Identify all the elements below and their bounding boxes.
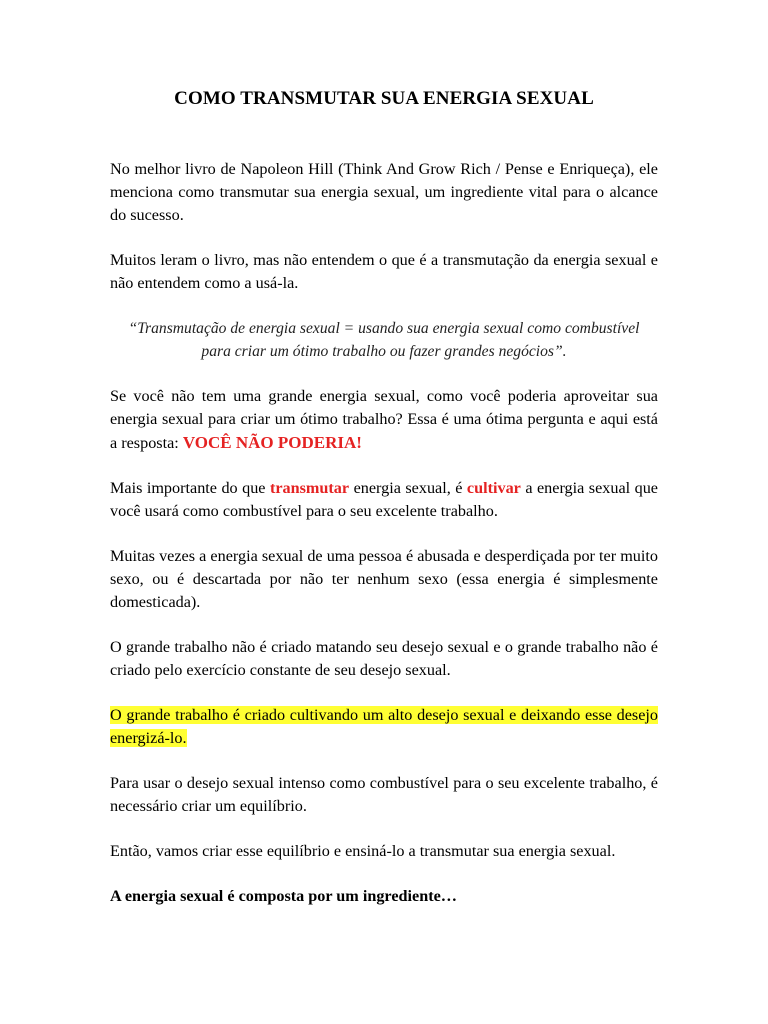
paragraph-ingredient: A energia sexual é composta por um ingrediente… xyxy=(110,887,457,905)
paragraph-abuse: Muitas vezes a energia sexual de uma pessoa é abusada e desperdiçada por ter muito sexo, ou é descartada por não ter nenhum sexo (essa energia é simplesmente domesticada). xyxy=(110,547,658,611)
highlighted-sentence: O grande trabalho é criado cultivando um alto desejo sexual e deixando esse desejo energizá-lo. xyxy=(110,706,658,747)
paragraph-great-work: O grande trabalho não é criado matando seu desejo sexual e o grande trabalho não é criado pelo exercício constante de seu desejo sexual. xyxy=(110,638,658,679)
cultivate-text-2: energia sexual, é xyxy=(349,479,467,497)
document-title: COMO TRANSMUTAR SUA ENERGIA SEXUAL xyxy=(174,88,594,109)
cultivate-text-3: a energia sexual que você usará como combustível para o seu excelente trabalho. xyxy=(110,479,658,520)
document-page xyxy=(110,86,658,930)
emphasis-transmutar: transmutar xyxy=(269,479,350,497)
answer-emphasis: VOCÊ NÃO PODERIA! xyxy=(182,433,362,452)
paragraph-lets-create: Então, vamos criar esse equilíbrio e ensiná-lo a transmutar sua energia sexual. xyxy=(110,842,616,860)
paragraph-cultivate xyxy=(110,477,658,523)
paragraph-balance: Para usar o desejo sexual intenso como combustível para o seu excelente trabalho, é necessário criar um equilíbrio. xyxy=(110,774,658,815)
paragraph-question xyxy=(110,385,658,455)
paragraph-question-text: Se você não tem uma grande energia sexual, como você poderia aproveitar sua energia sexual para criar um ótimo trabalho? Essa é uma ótima pergunta e aqui está a resposta: xyxy=(110,387,658,452)
paragraph-highlighted xyxy=(110,704,658,750)
cultivate-text-1: Mais importante do que xyxy=(110,479,270,497)
definition-quote: “Transmutação de energia sexual = usando sua energia sexual como combustível para criar um ótimo trabalho ou fazer grandes negócios”. xyxy=(128,320,640,360)
paragraph-intro: No melhor livro de Napoleon Hill (Think And Grow Rich / Pense e Enriqueça), ele menciona como transmutar sua energia sexual, um ingrediente vital para o alcance do sucesso. xyxy=(110,160,658,224)
paragraph-book-readers: Muitos leram o livro, mas não entendem o que é a transmutação da energia sexual e não entendem como a usá-la. xyxy=(110,251,658,292)
emphasis-cultivar: cultivar xyxy=(466,479,521,497)
